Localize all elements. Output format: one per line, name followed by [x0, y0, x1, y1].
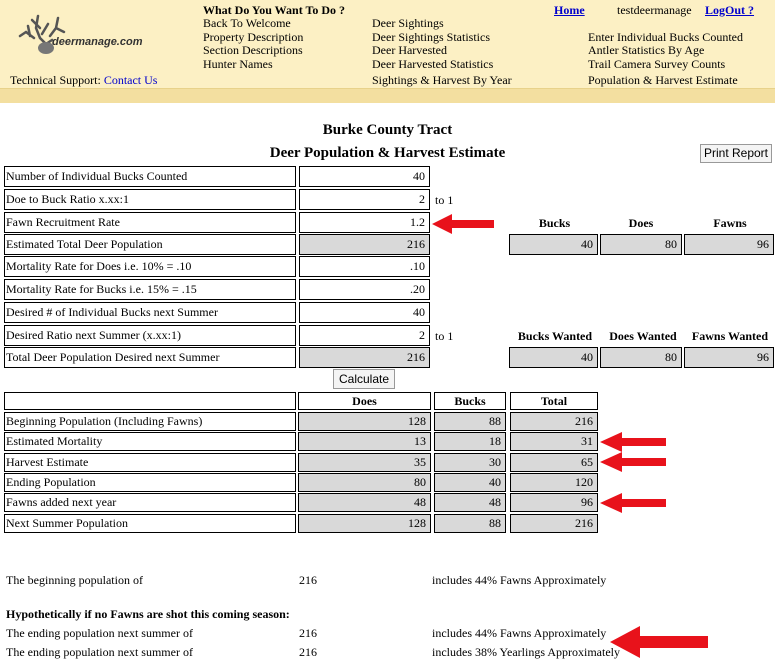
menu-link-sightings-harvest-by-year[interactable]: Sightings & Harvest By Year	[372, 73, 512, 87]
header-does-wanted: Does Wanted	[609, 329, 677, 343]
form-label-desired-ratio: Desired Ratio next Summer (x.xx:1)	[4, 325, 296, 346]
total-population-output: 216	[299, 234, 430, 255]
username: testdeermanage	[617, 3, 692, 17]
menu-link-antler-statistics[interactable]: Antler Statistics By Age	[588, 43, 705, 57]
summary-ending-note-1: includes 44% Fawns Approximately	[432, 626, 607, 640]
menu-link-deer-sightings[interactable]: Deer Sightings	[372, 16, 444, 30]
desired-bucks-input[interactable]: 40	[299, 302, 430, 323]
menu-link-deer-harvested-statistics[interactable]: Deer Harvested Statistics	[372, 57, 494, 71]
next-summer-bucks: 88	[434, 514, 506, 533]
menu-link-trail-camera[interactable]: Trail Camera Survey Counts	[588, 57, 726, 71]
results-header-total: Total	[510, 392, 598, 410]
hypothetical-heading: Hypothetically if no Fawns are shot this coming season:	[6, 607, 290, 621]
form-label-doe-mortality: Mortality Rate for Does i.e. 10% = .10	[4, 256, 296, 277]
menu-link-property-description[interactable]: Property Description	[203, 30, 304, 44]
results-label-harvest: Harvest Estimate	[4, 453, 296, 472]
tech-support	[10, 73, 157, 88]
doe-mortality-input[interactable]: .10	[299, 256, 430, 277]
menu-title: What Do You Want To Do ?	[203, 3, 346, 17]
home-link[interactable]: Home	[554, 3, 585, 17]
contact-us-link[interactable]: Contact Us	[103, 73, 158, 87]
annotation-arrow-icon	[600, 431, 668, 453]
summary-ending-label-2: The ending population next summer of	[6, 645, 193, 659]
calculate-button[interactable]: Calculate	[333, 369, 395, 389]
harvest-bucks: 30	[434, 453, 506, 472]
logout-link[interactable]: LogOut ?	[705, 3, 755, 17]
wanted-fawns-output: 96	[684, 347, 774, 368]
header-panel	[0, 0, 775, 88]
menu-link-population-harvest[interactable]: Population & Harvest Estimate	[588, 73, 738, 87]
doe-buck-ratio-input[interactable]: 2	[299, 189, 430, 210]
desired-ratio-suffix: to 1	[435, 329, 454, 343]
results-label-fawns-added: Fawns added next year	[4, 493, 296, 512]
header-bucks: Bucks	[538, 216, 571, 230]
ending-bucks: 40	[434, 473, 506, 492]
wanted-does-output: 80	[600, 347, 682, 368]
summary-beginning-label: The beginning population of	[6, 573, 143, 587]
results-label-beginning: Beginning Population (Including Fawns)	[4, 412, 296, 431]
ending-does: 80	[298, 473, 431, 492]
form-label-bucks-counted: Number of Individual Bucks Counted	[4, 166, 296, 187]
desired-ratio-input[interactable]: 2	[299, 325, 430, 346]
ending-total: 120	[510, 473, 598, 492]
header-fawns-wanted: Fawns Wanted	[691, 329, 769, 343]
results-label-ending: Ending Population	[4, 473, 296, 492]
tract-name: Burke County Tract	[322, 122, 453, 138]
print-report-button[interactable]: Print Report	[700, 144, 772, 163]
deer-antler-icon	[10, 6, 150, 62]
tech-support-label: Technical Support:	[10, 73, 101, 87]
current-bucks-output: 40	[509, 234, 598, 255]
harvest-total: 65	[510, 453, 598, 472]
header-does: Does	[628, 216, 654, 230]
next-summer-total: 216	[510, 514, 598, 533]
mortality-total: 31	[510, 432, 598, 451]
summary-beginning-value: 216	[299, 573, 317, 587]
menu-link-deer-harvested[interactable]: Deer Harvested	[372, 43, 447, 57]
annotation-arrow-icon	[432, 213, 498, 235]
results-label-next-summer: Next Summer Population	[4, 514, 296, 533]
menu-link-deer-sightings-statistics[interactable]: Deer Sightings Statistics	[372, 30, 490, 44]
form-label-doe-buck-ratio: Doe to Buck Ratio x.xx:1	[4, 189, 296, 210]
annotation-arrow-icon	[600, 492, 668, 514]
form-label-total-population: Estimated Total Deer Population	[4, 234, 296, 255]
ratio-suffix: to 1	[435, 193, 454, 207]
logo[interactable]	[10, 6, 150, 62]
header-bucks-wanted: Bucks Wanted	[517, 329, 593, 343]
mortality-does: 13	[298, 432, 431, 451]
form-label-buck-mortality: Mortality Rate for Bucks i.e. 15% = .15	[4, 279, 296, 300]
next-summer-does: 128	[298, 514, 431, 533]
desired-total-output: 216	[299, 347, 430, 368]
summary-beginning-note: includes 44% Fawns Approximately	[432, 573, 607, 587]
header-bar	[0, 88, 775, 103]
buck-mortality-input[interactable]: .20	[299, 279, 430, 300]
beginning-total: 216	[510, 412, 598, 431]
results-header-blank	[4, 392, 296, 410]
form-label-desired-bucks: Desired # of Individual Bucks next Summer	[4, 302, 296, 323]
header-fawns: Fawns	[713, 216, 747, 230]
summary-ending-label-1: The ending population next summer of	[6, 626, 193, 640]
results-header-does: Does	[298, 392, 431, 410]
menu-link-section-descriptions[interactable]: Section Descriptions	[203, 43, 303, 57]
results-label-mortality: Estimated Mortality	[4, 432, 296, 451]
summary-ending-note-2: includes 38% Yearlings Approximately	[432, 645, 620, 659]
fawn-recruitment-input[interactable]: 1.2	[299, 212, 430, 233]
bucks-counted-input[interactable]: 40	[299, 166, 430, 187]
summary-ending-value-2: 216	[299, 645, 317, 659]
beginning-does: 128	[298, 412, 431, 431]
menu-link-enter-bucks-counted[interactable]: Enter Individual Bucks Counted	[588, 30, 743, 44]
wanted-bucks-output: 40	[509, 347, 598, 368]
page-title: Deer Population & Harvest Estimate	[269, 145, 506, 161]
fawns-added-does: 48	[298, 493, 431, 512]
current-fawns-output: 96	[684, 234, 774, 255]
annotation-arrow-icon	[600, 451, 668, 473]
menu-link-back-to-welcome[interactable]: Back To Welcome	[203, 16, 291, 30]
fawns-added-bucks: 48	[434, 493, 506, 512]
summary-ending-value-1: 216	[299, 626, 317, 640]
form-label-fawn-recruitment: Fawn Recruitment Rate	[4, 212, 296, 233]
results-header-bucks: Bucks	[434, 392, 506, 410]
current-does-output: 80	[600, 234, 682, 255]
beginning-bucks: 88	[434, 412, 506, 431]
menu-link-hunter-names[interactable]: Hunter Names	[203, 57, 273, 71]
fawns-added-total: 96	[510, 493, 598, 512]
mortality-bucks: 18	[434, 432, 506, 451]
harvest-does: 35	[298, 453, 431, 472]
form-label-desired-total: Total Deer Population Desired next Summer	[4, 347, 296, 368]
annotation-arrow-icon	[610, 624, 710, 658]
logo-text: deermanage.com	[52, 36, 143, 48]
